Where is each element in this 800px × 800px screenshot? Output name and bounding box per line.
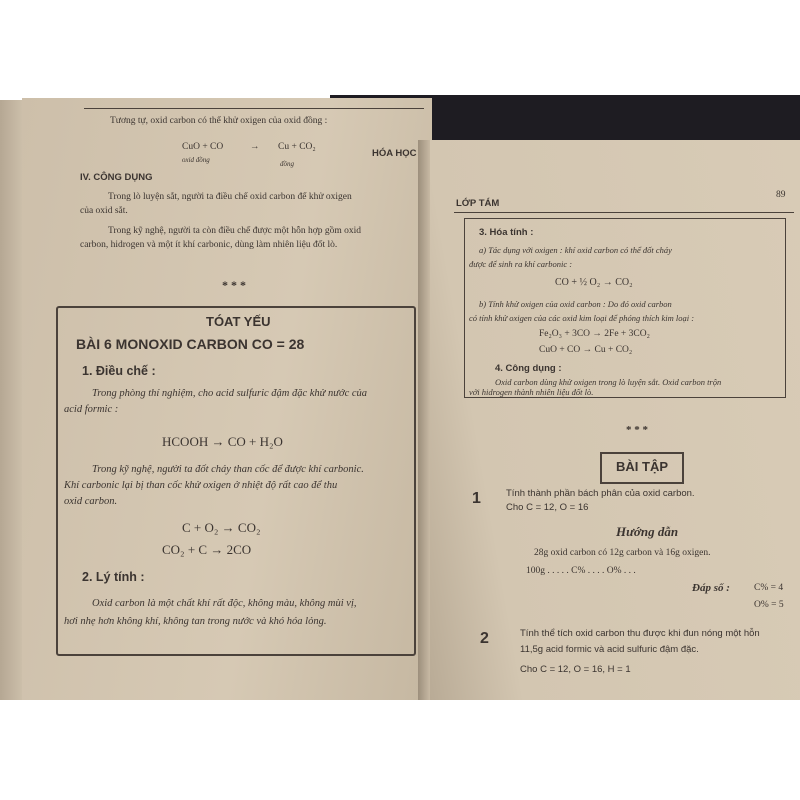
section-title: IV. CÔNG DỤNG	[80, 172, 153, 183]
equation-left: CuO + CO	[182, 142, 224, 152]
summary-line: Trong kỹ nghệ, người ta đốt cháy than cốc để được khí carbonic.	[92, 464, 364, 475]
question-text: Tính thể tích oxid carbon thu được khi đun nóng một hỗn	[520, 628, 760, 639]
subsection-title: 3. Hóa tính :	[479, 227, 534, 238]
summary-line: Trong phòng thí nghiệm, cho acid sulfuric đậm đặc khử nước của	[92, 388, 368, 399]
summary-line: acid formic :	[64, 404, 119, 415]
header-text: Tương tự, oxid carbon có thể khử oxigen của oxid đồng :	[110, 116, 328, 126]
summary-heading: TÓAT YẾU	[206, 314, 271, 329]
question-number: 2	[480, 630, 489, 647]
right-page	[430, 140, 800, 700]
header-rule	[84, 108, 424, 109]
page-number: 89	[776, 190, 786, 200]
header-rule	[454, 212, 794, 213]
lesson-title: BÀI 6 MONOXID CARBON CO = 28	[76, 336, 305, 352]
equation-arrow: →	[250, 142, 260, 152]
summary-equation: HCOOH → CO + H₂O	[162, 434, 283, 449]
summary-continued-box	[464, 218, 786, 398]
box-line: b) Tính khử oxigen của oxid carbon : Do đó oxid carbon	[479, 299, 672, 309]
answer-value: C% = 4	[754, 583, 784, 593]
equation-right: Cu + CO₂	[278, 142, 316, 152]
paragraph-line: Trong kỹ nghệ, người ta còn điều chế được một hỗn hợp gồm oxid	[108, 226, 361, 236]
question-number: 1	[472, 490, 481, 507]
subsection-title: 4. Công dụng :	[495, 363, 562, 374]
corner-label: HÓA HỌC	[372, 148, 417, 159]
box-equation: CuO + CO → Cu + CO₂	[539, 345, 633, 355]
equation-sub-left: oxid đồng	[182, 156, 210, 164]
subsection-title: 1. Điều chế :	[82, 364, 156, 378]
running-header: LỚP TÁM	[456, 198, 500, 209]
box-line: a) Tác dụng với oxigen : khí oxid carbon có thể đốt cháy	[479, 245, 672, 255]
subsection-title: 2. Lý tính :	[82, 570, 145, 584]
question-text: 11,5g acid formic và acid sulfuric đậm đặc.	[520, 644, 699, 655]
hint-line: 28g oxid carbon có 12g carbon và 16g oxigen.	[534, 548, 711, 558]
summary-equation: CO₂ + C → 2CO	[162, 542, 252, 557]
separator: * * *	[626, 424, 648, 436]
question-text: Tính thành phần bách phân của oxid carbon.	[506, 488, 695, 499]
answer-label: Đáp số :	[692, 582, 730, 594]
box-equation: CO + ½ O₂ → CO₂	[555, 277, 633, 288]
separator: * * *	[222, 278, 246, 292]
summary-line: hơi nhẹ hơn không khí, không tan trong nước và khó hóa lỏng.	[64, 616, 327, 627]
hint-line: 100g . . . . . C% . . . . O% . . .	[526, 566, 636, 576]
summary-equation: C + O₂ → CO₂	[182, 520, 261, 535]
box-equation: Fe₂O₃ + 3CO → 2Fe + 3CO₂	[539, 329, 650, 339]
paragraph-line: Trong lò luyện sắt, người ta điều chế oxid carbon để khử oxigen	[108, 192, 352, 202]
question-given: Cho C = 12, O = 16	[506, 502, 589, 513]
background-bottom	[0, 700, 800, 800]
equation-sub-right: đồng	[280, 160, 294, 168]
hint-title: Hướng dẫn	[616, 524, 679, 539]
exercise-badge: BÀI TẬP	[600, 452, 684, 484]
box-line: với hidrogen thành nhiên liệu đốt lò.	[469, 387, 594, 397]
summary-line: Oxid carbon là một chất khí rất độc, không màu, không mùi vị,	[92, 598, 357, 609]
question-given: Cho C = 12, O = 16, H = 1	[520, 664, 631, 675]
summary-line: Khí carbonic lại bị than cốc khử oxigen ở nhiệt độ rất cao để thu	[64, 480, 338, 491]
answer-value: O% = 5	[754, 600, 784, 610]
box-line: Oxid carbon dùng khử oxigen trong lò luyện sắt. Oxid carbon trộn	[495, 377, 722, 387]
summary-line: oxid carbon.	[64, 496, 118, 507]
paragraph-line: carbon, hidrogen và một ít khí carbonic, dùng làm nhiên liệu đốt lò.	[80, 240, 338, 250]
summary-box	[56, 306, 416, 656]
left-page	[22, 98, 432, 700]
box-line: được để sinh ra khí carbonic :	[469, 259, 573, 269]
box-line: có tính khử oxigen của các oxid kim loại để phóng thích kim loại :	[469, 313, 695, 323]
paragraph-line: của oxid sắt.	[80, 206, 128, 216]
